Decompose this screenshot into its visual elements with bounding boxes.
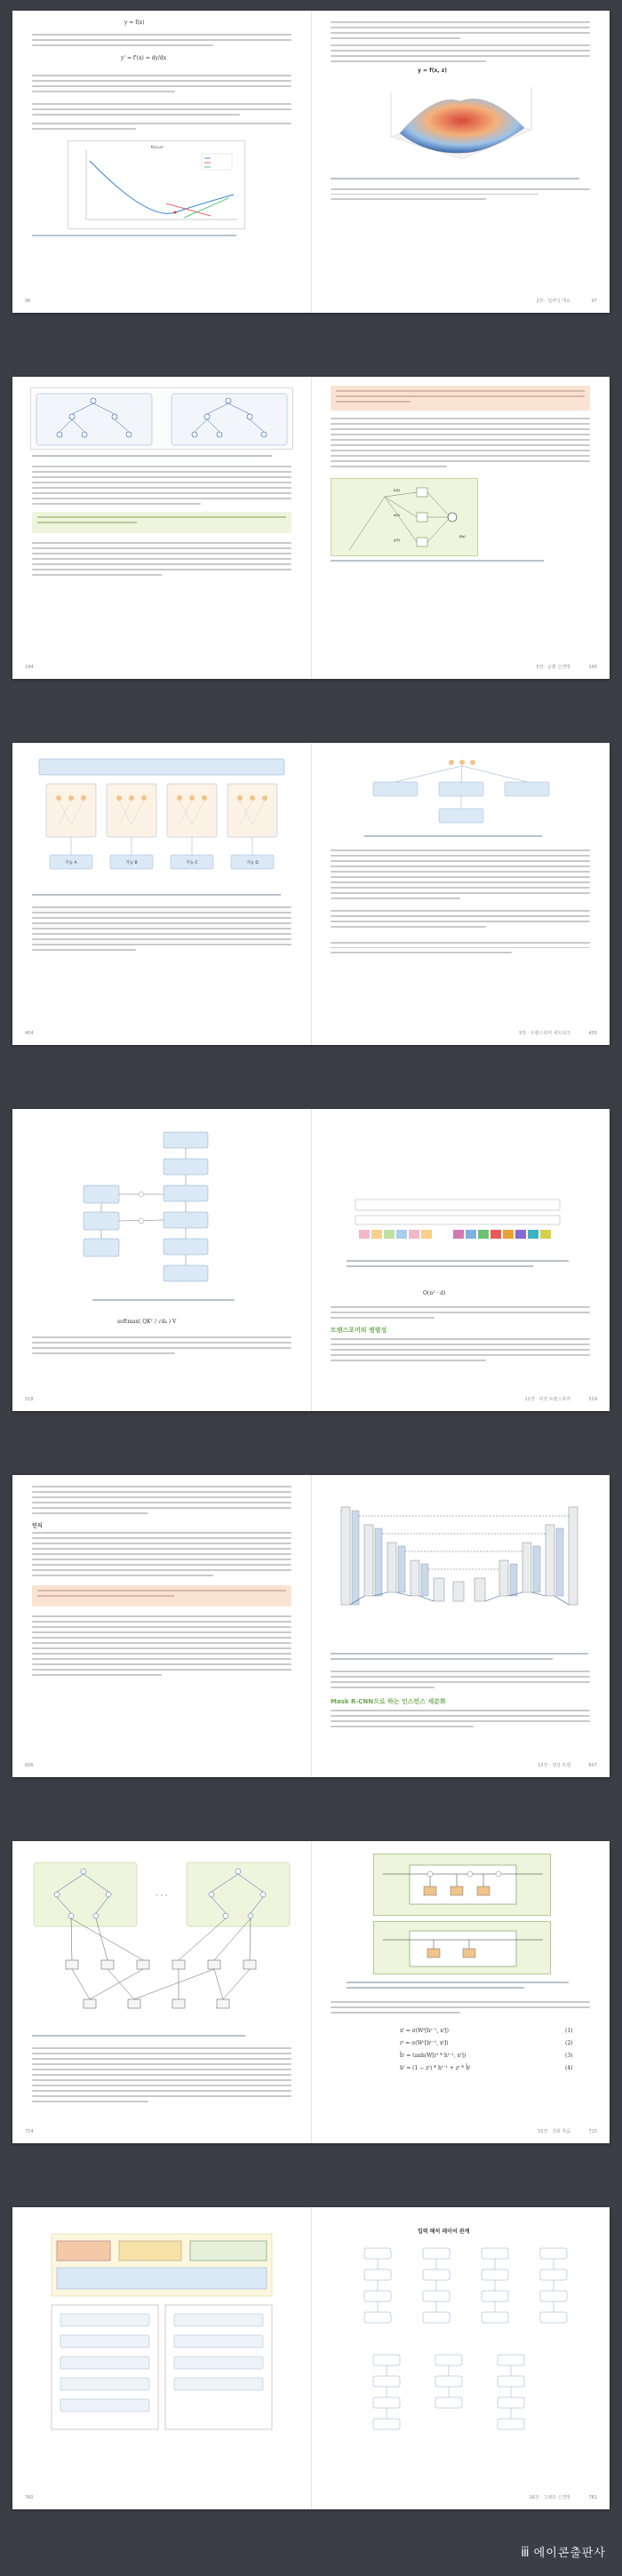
page-number: 760 [25, 2495, 34, 2500]
paragraph [331, 2001, 590, 2017]
formula: hᵗ = (1 − zᵗ) * hᵗ⁻¹ + zᵗ * h̃ᵗ [400, 2065, 471, 2071]
page-number: 97 [591, 299, 597, 304]
figure-caption [32, 235, 236, 236]
footnotes [331, 942, 590, 957]
page-number: 404 [25, 1031, 34, 1036]
book-spread-1 [12, 11, 610, 313]
equation-number: (2) [565, 2040, 573, 2046]
section-heading: Mask R-CNN으로 하는 인스턴스 세분화 [331, 1698, 446, 1705]
paragraph [32, 466, 291, 508]
page-number: 606 [25, 1763, 34, 1768]
equation-number: (1) [565, 2028, 573, 2034]
figure-title: 입력 해석 레이어 관계 [418, 2229, 470, 2235]
paragraph [331, 44, 590, 66]
page-number: 194 [25, 665, 34, 670]
footnotes [331, 188, 590, 203]
left-page [12, 1841, 311, 2143]
paragraph [32, 103, 291, 119]
paragraph [331, 1306, 590, 1322]
page-number: 96 [25, 299, 31, 304]
running-title: 5장 · 순환 신경망 [536, 665, 570, 670]
paragraph [32, 1486, 291, 1518]
formula: y = f(x) [124, 20, 145, 26]
figure-caption [364, 835, 542, 837]
formula: y' = f'(x) = dy/dx [121, 55, 167, 61]
feature-blocks-diagram [30, 755, 293, 889]
right-page [311, 11, 610, 313]
tip-box [32, 512, 291, 533]
embedding-grid-figure [347, 1189, 569, 1255]
block-label: 기능 C [186, 861, 198, 865]
node-label: x(t) [394, 513, 400, 517]
left-page [12, 1475, 311, 1777]
paragraph [32, 34, 291, 50]
block-label: 기능 A [65, 861, 77, 865]
sub-heading: 인식 [32, 1523, 43, 1529]
book-spread-6 [12, 1841, 610, 2143]
tree-diagram [30, 387, 293, 450]
page-number: 714 [25, 2129, 34, 2134]
formula: O(n² · d) [423, 1290, 446, 1296]
left-page [12, 1109, 311, 1411]
paragraph [32, 75, 291, 96]
right-page [311, 1475, 610, 1777]
figure-caption [347, 1265, 533, 1267]
figure-caption [331, 560, 544, 562]
figure-caption [331, 1658, 553, 1660]
paragraph [331, 21, 590, 43]
running-title: 13장 · 생성 모델 [538, 1763, 570, 1768]
left-page [12, 2207, 311, 2509]
figure-caption [347, 1260, 569, 1262]
formula: softmax( QKᵀ / √dₖ ) V [117, 1319, 177, 1325]
page-number: 715 [588, 2129, 597, 2134]
right-page [311, 2207, 610, 2509]
page-number: 195 [588, 665, 597, 670]
paragraph [32, 1615, 291, 1679]
left-page [12, 377, 311, 679]
network-figure [331, 478, 478, 556]
running-title: 2장 · 딥러닝 개요 [536, 299, 570, 304]
node-label: f(x) [459, 534, 466, 538]
publisher-logo [521, 2543, 606, 2560]
paragraph [331, 418, 590, 471]
book-spread-7 [12, 2207, 610, 2509]
page-number: 518 [25, 1397, 34, 1402]
unet-diagram [329, 1489, 592, 1649]
figure-caption [347, 1982, 569, 1983]
book-spread-2 [12, 377, 610, 679]
graph-network-diagram [30, 1854, 293, 2031]
section-heading: 트랜스포머의 병렬성 [331, 1327, 387, 1334]
paragraph [32, 906, 291, 954]
paragraph [32, 123, 291, 133]
figure-caption [32, 455, 272, 457]
warning-box [331, 386, 590, 411]
book-spread-5 [12, 1475, 610, 1777]
paragraph [32, 1532, 291, 1580]
page-number: 607 [588, 1763, 597, 1768]
chart-title: f(x)=x² [150, 145, 164, 149]
page-number: 405 [588, 1031, 597, 1036]
figure-caption [347, 1987, 524, 1989]
figure-caption [331, 178, 579, 179]
figure-caption [32, 2035, 245, 2037]
running-title: 11장 · 비전 트랜스포머 [524, 1397, 570, 1402]
paragraph [331, 1338, 590, 1365]
publisher-name: 에이콘출판사 [533, 2547, 606, 2560]
block-label: 기능 D [246, 861, 259, 865]
right-page [311, 1109, 610, 1411]
svg-text:· · ·: · · · [156, 1892, 168, 1900]
pipeline-diagram [48, 2225, 275, 2438]
running-title: 9장 · 트랜스포머 네트워크 [519, 1031, 570, 1036]
node-label: h(t) [394, 488, 401, 492]
paragraph [331, 910, 590, 931]
formula: h̃ᵗ = tanh(W[rᵗ * hᵗ⁻¹, xᵗ]) [400, 2053, 466, 2059]
left-page [12, 11, 311, 313]
paragraph [331, 849, 590, 903]
gru-cell-diagram [373, 1854, 551, 1916]
page-number: 761 [588, 2495, 597, 2500]
book-spread-4 [12, 1109, 610, 1411]
figure-caption [32, 894, 281, 896]
publisher-mark-icon: ⅲ [521, 2544, 530, 2560]
surface-plot [373, 75, 547, 172]
left-page [12, 743, 311, 1045]
paragraph [331, 1671, 590, 1692]
paragraph [32, 1336, 291, 1358]
formula: rᵗ = σ(Wʳ[hᵗ⁻¹, xᵗ]) [400, 2040, 449, 2046]
curve-figure [68, 140, 245, 229]
running-title: 15장 · 강화 학습 [538, 2129, 570, 2134]
lstm-cell-diagram [373, 1921, 551, 1974]
encoder-decoder-diagram [66, 1123, 261, 1296]
right-page [311, 743, 610, 1045]
equation-number: (4) [565, 2065, 573, 2071]
right-page [311, 377, 610, 679]
figure-title: y = f(x, z) [418, 68, 447, 74]
block-label: 기능 B [125, 861, 138, 865]
paragraph [32, 2047, 291, 2106]
tangent-line [166, 203, 211, 216]
attention-block-diagram [347, 755, 574, 828]
warning-box [32, 1585, 291, 1607]
right-page [311, 1841, 610, 2143]
running-title: 16장 · 그래프 신경망 [529, 2495, 570, 2500]
page-number: 519 [588, 1397, 597, 1402]
paragraph [32, 542, 291, 579]
figure-caption [331, 1653, 588, 1655]
figure-caption [92, 1299, 235, 1301]
book-spread-3 [12, 743, 610, 1045]
formula: xᵗ = σ(Wᶻ[hᵗ⁻¹, xᵗ]) [400, 2028, 449, 2034]
layer-relation-diagram [338, 2239, 583, 2444]
equation-number: (3) [565, 2053, 573, 2059]
node-label: y(t) [394, 538, 400, 542]
paragraph [331, 1710, 590, 1731]
